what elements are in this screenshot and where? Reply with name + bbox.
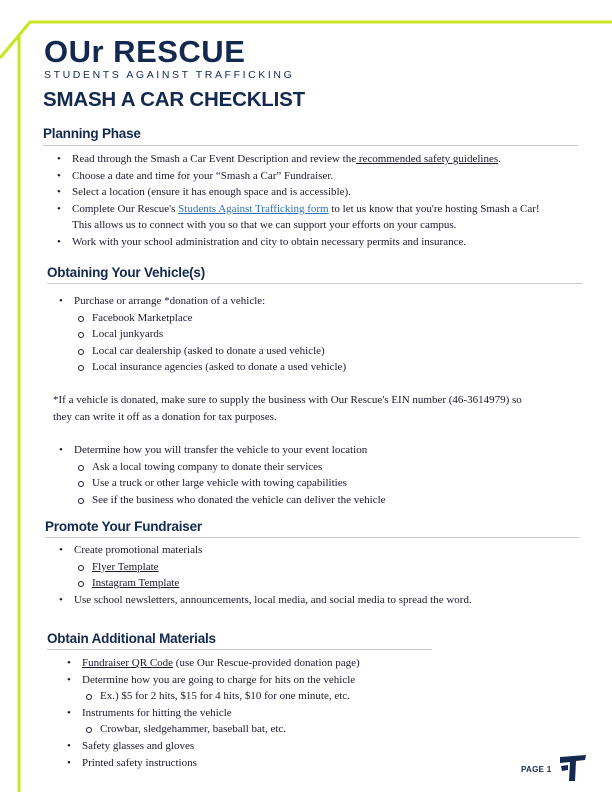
list-subitem [59, 575, 579, 592]
list-item: • Choose a date and time for your “Smash a Car” Fundraiser. [57, 168, 582, 185]
list-item: • Determine how you are going to charge for hits on the vehicle [67, 672, 577, 689]
list-item: • Work with your school administration and city to obtain necessary permits and insurance. [57, 234, 582, 251]
list-subitem: Ask a local towing company to donate their services [59, 459, 579, 476]
flyer-template-link[interactable]: Flyer Template [92, 560, 159, 573]
vehicle-list [59, 293, 579, 376]
promote-list [59, 542, 579, 608]
section-divider [45, 537, 580, 538]
section-heading-vehicle: Obtaining Your Vehicle(s) [47, 265, 206, 280]
logo-tagline: STUDENTS AGAINST TRAFFICKING [44, 69, 295, 81]
section-heading-planning: Planning Phase [43, 126, 141, 141]
planning-list [57, 151, 582, 251]
list-subitem: See if the business who donated the vehicle can deliver the vehicle [59, 492, 579, 509]
page-title: SMASH A CAR CHECKLIST [43, 88, 305, 111]
page-number: PAGE 1 [521, 765, 552, 774]
section-divider [47, 283, 582, 284]
list-item: • Select a location (ensure it has enough space and is accessible). [57, 184, 582, 201]
logo-wordmark: OUr RESCUE [44, 34, 246, 69]
list-subitem: Local insurance agencies (asked to donate a used vehicle) [59, 359, 579, 376]
safety-guidelines-link[interactable]: recommended safety guidelines [356, 153, 499, 165]
list-item: • Complete Our Rescue's Students Against Trafficking form to let us know that you're hosting Smash a Car! This allows us to connect with you so that we can support your efforts on your campus. [57, 201, 582, 234]
section-divider [47, 649, 432, 650]
our-rescue-mark-icon [558, 754, 588, 782]
list-subitem: Local junkyards [59, 326, 579, 343]
list-item: • Create promotional materials [59, 542, 579, 559]
list-item: • Printed safety instructions [67, 755, 577, 772]
list-subitem: Use a truck or other large vehicle with towing capabilities [59, 475, 579, 492]
list-item: • Determine how you will transfer the vehicle to your event location [59, 442, 579, 459]
list-item: • Safety glasses and gloves [67, 738, 577, 755]
instagram-template-link[interactable]: Instagram Template [92, 577, 180, 590]
materials-list [67, 655, 577, 771]
list-item: • Use school newsletters, announcements, local media, and social media to spread the word. [59, 592, 579, 609]
list-item: • Read through the Smash a Car Event Description and review the recommended safety guidelines. [57, 151, 582, 168]
list-subitem [59, 559, 579, 576]
list-subitem: Ex.) $5 for 2 hits, $15 for 4 hits, $10 for one minute, etc. [67, 688, 577, 705]
donation-note: *If a vehicle is donated, make sure to supply the business with Our Rescue's EIN number (46-3614979) so they can write it off as a donation for tax purposes. [53, 394, 522, 423]
section-heading-materials: Obtain Additional Materials [47, 631, 216, 646]
list-subitem: Crowbar, sledgehammer, baseball bat, etc. [67, 721, 577, 738]
section-divider [43, 145, 578, 146]
list-item: • Purchase or arrange *donation of a vehicle: [59, 293, 579, 310]
our-rescue-logo [44, 36, 294, 81]
students-against-trafficking-form-link[interactable]: Students Against Trafficking form [178, 202, 329, 215]
section-heading-promote: Promote Your Fundraiser [45, 519, 202, 534]
list-item: • Instruments for hitting the vehicle [67, 705, 577, 722]
list-subitem: Local car dealership (asked to donate a used vehicle) [59, 343, 579, 360]
list-subitem: Facebook Marketplace [59, 310, 579, 327]
list-item: • Fundraiser QR Code (use Our Rescue-provided donation page) [67, 655, 577, 672]
transfer-list [59, 442, 579, 508]
fundraiser-qr-code-link[interactable]: Fundraiser QR Code [82, 657, 174, 669]
